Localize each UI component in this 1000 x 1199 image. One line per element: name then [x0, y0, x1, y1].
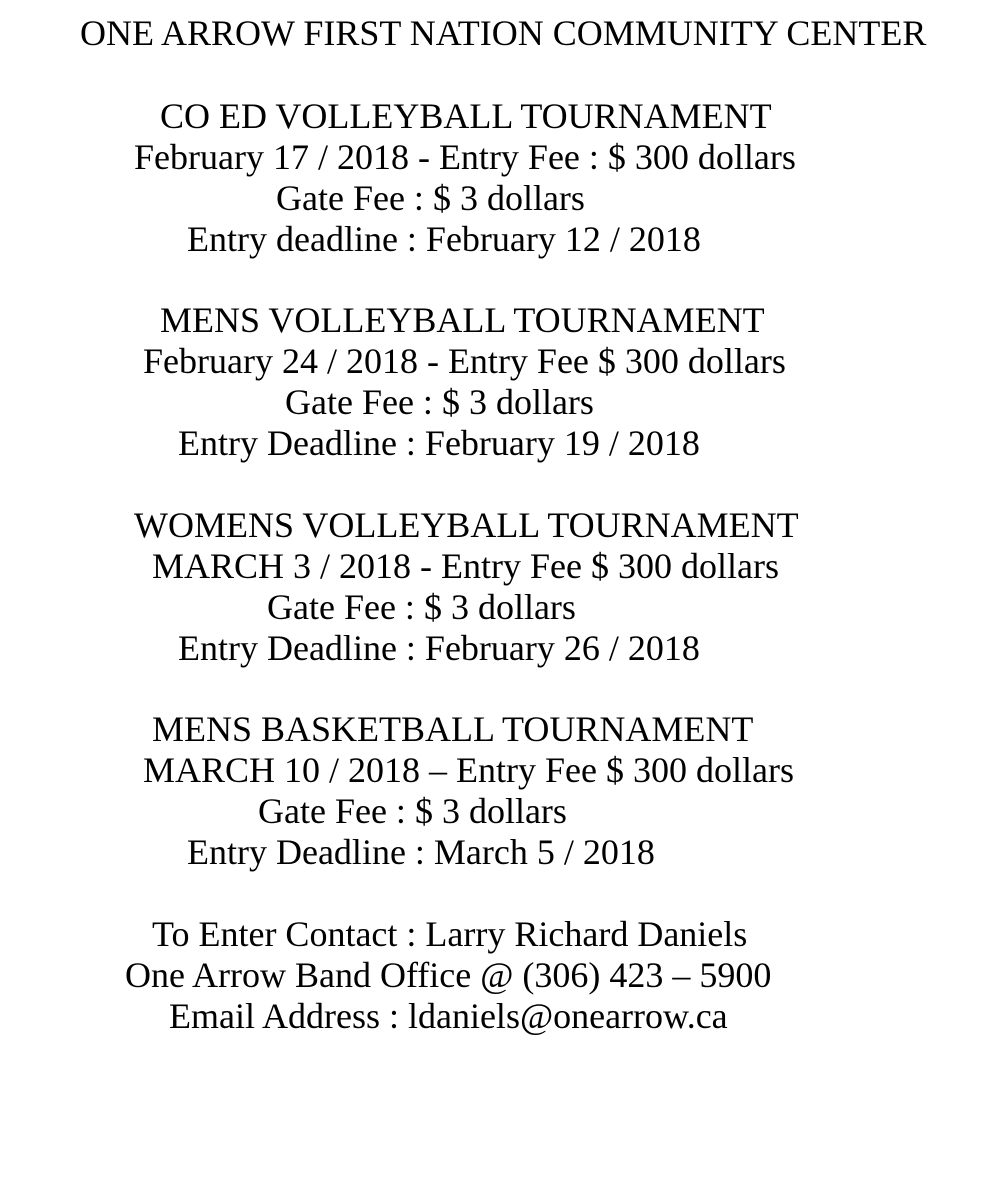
tournament-name: MENS VOLLEYBALL TOURNAMENT — [160, 300, 765, 340]
tournament-gate-fee: Gate Fee : $ 3 dollars — [276, 178, 585, 218]
tournament-name: CO ED VOLLEYBALL TOURNAMENT — [160, 96, 772, 136]
tournament-date-fee: MARCH 3 / 2018 - Entry Fee $ 300 dollars — [152, 546, 779, 586]
tournament-date-fee: February 24 / 2018 - Entry Fee $ 300 dollars — [143, 341, 786, 381]
tournament-date-fee: MARCH 10 / 2018 – Entry Fee $ 300 dollars — [143, 750, 794, 790]
tournament-gate-fee: Gate Fee : $ 3 dollars — [285, 382, 594, 422]
page-title: ONE ARROW FIRST NATION COMMUNITY CENTER — [80, 13, 927, 53]
tournament-deadline: Entry Deadline : March 5 / 2018 — [187, 832, 655, 872]
tournament-gate-fee: Gate Fee : $ 3 dollars — [267, 587, 576, 627]
tournament-date-fee: February 17 / 2018 - Entry Fee : $ 300 dollars — [134, 137, 796, 177]
contact-person: To Enter Contact : Larry Richard Daniels — [152, 914, 748, 954]
tournament-name: WOMENS VOLLEYBALL TOURNAMENT — [134, 505, 799, 545]
tournament-name: MENS BASKETBALL TOURNAMENT — [152, 709, 754, 749]
tournament-deadline: Entry deadline : February 12 / 2018 — [187, 219, 701, 259]
tournament-deadline: Entry Deadline : February 26 / 2018 — [178, 628, 700, 668]
tournament-deadline: Entry Deadline : February 19 / 2018 — [178, 423, 700, 463]
tournament-gate-fee: Gate Fee : $ 3 dollars — [258, 791, 567, 831]
contact-phone: One Arrow Band Office @ (306) 423 – 5900 — [125, 955, 772, 995]
contact-email: Email Address : ldaniels@onearrow.ca — [169, 996, 728, 1036]
